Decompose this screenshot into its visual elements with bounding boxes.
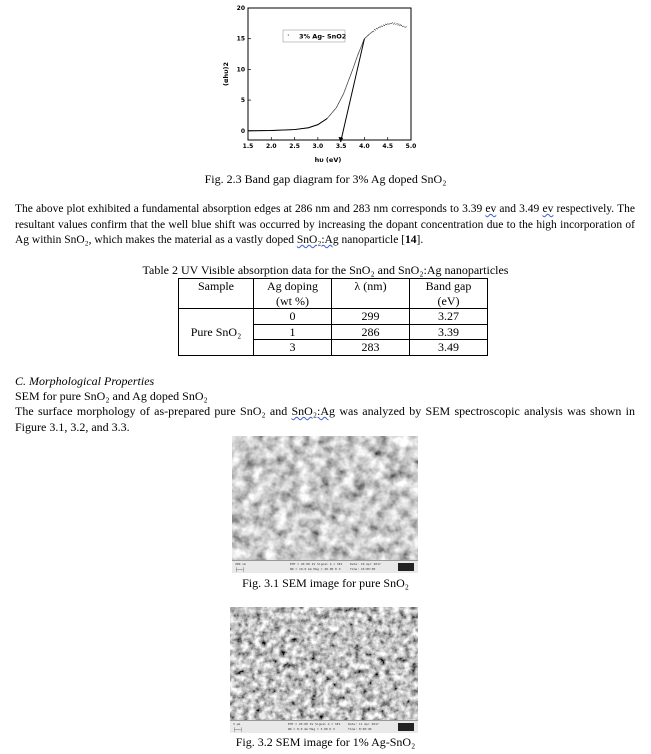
data-point xyxy=(365,38,366,39)
table-header-row xyxy=(179,279,488,309)
data-point xyxy=(336,107,337,108)
data-point xyxy=(395,24,396,25)
data-point xyxy=(385,24,386,25)
y-tick-label: 0 xyxy=(240,127,245,135)
cell-ag: 1 xyxy=(254,324,332,340)
legend-marker: · xyxy=(287,31,290,40)
data-point xyxy=(394,23,395,24)
data-point xyxy=(345,87,346,88)
data-point xyxy=(334,110,335,111)
absorption-curve xyxy=(248,119,327,131)
paragraph-absorption xyxy=(15,202,635,249)
data-point xyxy=(342,96,343,97)
data-point xyxy=(357,55,358,56)
data-point xyxy=(375,30,376,31)
sem-image-pure xyxy=(232,436,418,573)
data-point xyxy=(349,78,350,79)
sem-info-2: WD = 8.0 mm Mag = 3.00 K X xyxy=(288,727,335,731)
data-point xyxy=(358,52,359,53)
fig-2-3-caption: Fig. 2.3 Band gap diagram for 3% Ag doped SnO₂ xyxy=(204,172,447,186)
data-point xyxy=(342,95,343,96)
data-point xyxy=(355,62,356,63)
data-point xyxy=(353,68,354,69)
para1-ev-2: ev xyxy=(542,203,554,215)
data-point xyxy=(376,28,377,29)
data-point xyxy=(379,27,380,28)
data-point xyxy=(393,24,394,25)
cell-lambda: 299 xyxy=(332,309,410,325)
y-tick-label: 5 xyxy=(240,97,245,105)
data-point xyxy=(405,27,406,28)
data-point xyxy=(335,108,336,109)
data-point xyxy=(360,47,361,48)
data-point xyxy=(344,90,345,91)
para2-text-1: The surface morphology of as-prepared pure SnO₂ and xyxy=(15,404,292,418)
cell-lambda: 286 xyxy=(332,324,410,340)
data-point xyxy=(399,25,400,26)
data-point xyxy=(398,24,399,25)
data-point xyxy=(360,48,361,49)
data-point xyxy=(354,65,355,66)
cell-gap: 3.49 xyxy=(410,340,488,356)
data-point xyxy=(357,56,358,57)
scale-bar-icon: ├──┤ xyxy=(235,567,245,572)
data-point xyxy=(352,69,353,70)
sem-image-1pct-ag xyxy=(230,607,418,733)
data-point xyxy=(392,22,393,23)
uv-absorption-table xyxy=(178,278,488,356)
data-point xyxy=(370,32,371,33)
data-point xyxy=(361,45,362,46)
data-point xyxy=(341,97,342,98)
data-point xyxy=(332,112,333,113)
data-point xyxy=(383,25,384,26)
band-gap-chart xyxy=(215,0,430,168)
data-point xyxy=(347,84,348,85)
y-tick-label: 20 xyxy=(236,5,245,12)
data-point xyxy=(367,35,368,36)
data-point xyxy=(386,24,387,25)
data-point xyxy=(391,23,392,24)
data-point xyxy=(378,27,379,28)
citation-ref: 14 xyxy=(405,234,417,247)
data-point xyxy=(353,67,354,68)
header-ag-doping: Ag doping (wt %) xyxy=(254,279,332,309)
tangent-line xyxy=(341,39,365,142)
x-tick-label: 2.0 xyxy=(265,143,277,150)
data-point xyxy=(349,77,350,78)
data-point xyxy=(346,86,347,87)
data-point xyxy=(384,25,385,26)
para1-text-5: ]. xyxy=(416,234,424,247)
data-point xyxy=(350,74,351,75)
data-point xyxy=(401,25,402,26)
sem-time: Time: 8:20:40 xyxy=(348,727,372,731)
data-point xyxy=(356,58,357,59)
data-point xyxy=(400,24,401,25)
para2-text-2: was analyzed by SEM spectroscopic analysis was shown in Figure 3.1, 3.2, and 3.3. xyxy=(15,404,636,434)
data-point xyxy=(351,71,352,72)
data-point xyxy=(353,66,354,67)
sem-info-1: EHT = 20.00 kV Signal A = SE1 xyxy=(290,562,343,566)
data-point xyxy=(350,76,351,77)
data-point xyxy=(388,24,389,25)
sem-texture-pure xyxy=(232,436,418,573)
data-point xyxy=(354,64,355,65)
data-point xyxy=(339,101,340,102)
data-point xyxy=(348,79,349,80)
data-point xyxy=(341,98,342,99)
data-point xyxy=(397,23,398,24)
data-point xyxy=(380,27,381,28)
header-lambda: λ (nm) xyxy=(332,279,410,309)
data-point xyxy=(327,117,328,118)
data-point xyxy=(366,36,367,37)
data-point xyxy=(332,111,333,112)
data-point xyxy=(356,60,357,61)
para1-ev-1: ev xyxy=(485,203,497,215)
data-point xyxy=(338,104,339,105)
data-point xyxy=(356,59,357,60)
data-point xyxy=(361,46,362,47)
sem-info-bar xyxy=(232,560,418,573)
data-point xyxy=(345,89,346,90)
data-point xyxy=(347,82,348,83)
para1-text-1: The above plot exhibited a fundamental absorption edges at 286 nm and 283 nm corresponds to 3.39 xyxy=(15,203,486,215)
scale-label: 3 µm xyxy=(233,722,241,726)
data-point xyxy=(330,114,331,115)
data-point xyxy=(343,94,344,95)
data-point xyxy=(368,35,369,36)
data-point xyxy=(338,103,339,104)
sem-info-1: EHT = 20.00 kV Signal A = SE1 xyxy=(288,722,341,726)
y-axis-label: (αhυ)2 xyxy=(222,62,230,86)
data-point xyxy=(347,83,348,84)
data-point xyxy=(346,85,347,86)
cell-sample: Pure SnO₂ xyxy=(179,309,254,356)
data-point xyxy=(362,44,363,45)
x-axis-label: hυ (eV) xyxy=(314,156,342,164)
scale-bar-icon: ├──┤ xyxy=(233,727,243,732)
data-point xyxy=(328,116,329,117)
fig-3-1-caption: Fig. 3.1 SEM image for pure SnO₂ xyxy=(242,576,409,590)
legend-label: 3% Ag- SnO2 xyxy=(299,32,347,41)
data-point xyxy=(340,99,341,100)
header-band-gap: Band gap (eV) xyxy=(410,279,488,309)
data-point xyxy=(331,113,332,114)
para1-sno2ag: SnO₂:Ag xyxy=(296,234,339,247)
data-point xyxy=(333,110,334,111)
data-point xyxy=(344,91,345,92)
zeiss-logo-icon xyxy=(398,723,414,731)
sem-info-bar xyxy=(230,720,418,733)
data-point xyxy=(373,31,374,32)
sem-info-2: WD = 10.0 mm Mag = 40.00 K X xyxy=(290,567,341,571)
data-point xyxy=(357,54,358,55)
para2-sno2ag: SnO₂:Ag xyxy=(291,404,336,418)
data-point xyxy=(370,33,371,34)
data-point xyxy=(372,31,373,32)
x-tick-label: 4.0 xyxy=(359,143,370,150)
header-sample: Sample xyxy=(179,279,254,309)
legend xyxy=(283,30,346,42)
x-tick-label: 2.5 xyxy=(289,143,300,150)
data-point xyxy=(355,61,356,62)
data-point xyxy=(402,26,403,27)
y-tick-label: 15 xyxy=(236,35,245,43)
data-point xyxy=(359,50,360,51)
sem-texture-1pct-ag xyxy=(230,607,418,733)
data-point xyxy=(348,80,349,81)
data-point xyxy=(351,73,352,74)
data-point xyxy=(377,28,378,29)
data-point xyxy=(340,100,341,101)
sem-time: Time: 16:05:00 xyxy=(350,567,376,571)
data-point xyxy=(382,26,383,27)
x-tick-label: 3.5 xyxy=(335,143,347,150)
table-row xyxy=(179,309,488,325)
data-point xyxy=(350,75,351,76)
section-title: C. Morphological Properties xyxy=(15,374,155,388)
paragraph-morphology xyxy=(15,404,635,435)
data-point xyxy=(358,53,359,54)
data-point xyxy=(335,109,336,110)
cell-gap: 3.39 xyxy=(410,324,488,340)
cell-gap: 3.27 xyxy=(410,309,488,325)
data-point xyxy=(343,92,344,93)
data-point xyxy=(398,24,399,25)
plot-frame xyxy=(248,8,411,140)
data-point xyxy=(337,105,338,106)
data-point xyxy=(348,81,349,82)
data-point xyxy=(330,115,331,116)
x-tick-label: 5.0 xyxy=(405,143,417,150)
x-tick-label: 4.5 xyxy=(382,143,394,150)
data-point xyxy=(359,51,360,52)
cell-lambda: 283 xyxy=(332,340,410,356)
data-point xyxy=(371,32,372,33)
data-point xyxy=(343,94,344,95)
data-point xyxy=(354,63,355,64)
data-point xyxy=(374,29,375,30)
table-2-caption: Table 2 UV Visible absorption data for the SnO₂ and SnO₂:Ag nanoparticles xyxy=(142,263,509,277)
data-point xyxy=(366,37,367,38)
scale-label: 200 nm xyxy=(235,562,246,566)
data-point xyxy=(381,26,382,27)
zeiss-logo-icon xyxy=(398,563,414,571)
cell-ag: 0 xyxy=(254,309,332,325)
data-point xyxy=(339,102,340,103)
data-point xyxy=(351,72,352,73)
data-point xyxy=(337,106,338,107)
fig-3-2-caption: Fig. 3.2 SEM image for 1% Ag-SnO₂ xyxy=(235,735,416,749)
data-point xyxy=(352,70,353,71)
x-tick-label: 1.5 xyxy=(242,143,254,150)
para1-text-3: respectively. The resultant values confirm that the well blue shift was occurred by increasing the dopant concentration due to the high incorporation of Ag within SnO₂, which makes the material as a vastly doped xyxy=(15,203,635,247)
para1-text-4: nanoparticle [ xyxy=(338,234,406,247)
y-tick-label: 10 xyxy=(236,66,245,74)
cell-ag: 3 xyxy=(254,340,332,356)
data-point xyxy=(390,23,391,24)
para1-text-2: and 3.49 xyxy=(496,203,543,215)
sem-subtitle: SEM for pure SnO₂ and Ag doped SnO₂ xyxy=(15,389,208,403)
x-tick-label: 3.0 xyxy=(312,143,324,150)
sem-date: Date: 11 Apr 2017 xyxy=(348,722,379,726)
data-point xyxy=(406,26,407,27)
data-point xyxy=(359,49,360,50)
data-point xyxy=(369,34,370,35)
data-point xyxy=(345,88,346,89)
data-point xyxy=(387,24,388,25)
sem-date: Date: 10 Apr 2017 xyxy=(350,562,381,566)
data-point xyxy=(329,116,330,117)
data-point xyxy=(403,26,404,27)
